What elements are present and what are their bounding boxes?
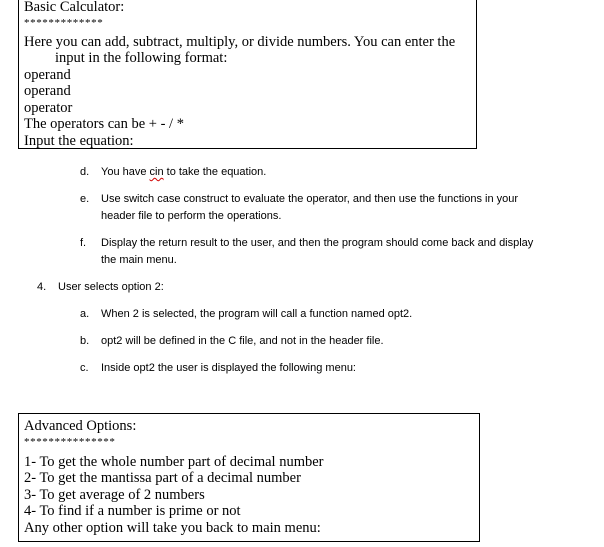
step-d-pre: You have — [101, 166, 150, 178]
intro-paragraph — [24, 34, 471, 67]
step-e-marker: e. — [80, 193, 90, 205]
step-f-line-1: Display the return result to the user, and then the program should come back and display — [101, 237, 534, 249]
advanced-option-3: 3- To get average of 2 numbers — [24, 486, 205, 503]
input-prompt: Input the equation: — [24, 132, 134, 149]
step-b-marker: b. — [80, 335, 90, 347]
advanced-option-4: 4- To find if a number is prime or not — [24, 503, 241, 519]
intro-line-1: Here you can add, subtract, multiply, or divide numbers. You can enter the — [24, 33, 456, 50]
step-f-line-2: the main menu. — [101, 254, 177, 266]
basic-calculator-title: Basic Calculator: — [24, 0, 125, 15]
advanced-option-other: Any other option will take you back to main menu: — [24, 519, 321, 536]
step-c-marker: c. — [80, 362, 89, 374]
step-d-marker: d. — [80, 166, 90, 178]
title-underline-stars: ************* — [24, 16, 104, 29]
step-a-marker: a. — [80, 308, 90, 320]
step-b-text: opt2 will be defined in the C file, and not in the header file. — [101, 335, 384, 347]
format-operand-2: operand — [24, 83, 71, 99]
step-e-line-2: header file to perform the operations. — [101, 210, 282, 222]
advanced-option-1: 1- To get the whole number part of decimal number — [24, 453, 324, 470]
format-operator: operator — [24, 99, 73, 116]
format-operand-1: operand — [24, 66, 71, 83]
basic-calculator-box — [18, 0, 477, 149]
step-a-text: When 2 is selected, the program will call a function named opt2. — [101, 308, 413, 320]
advanced-options-title: Advanced Options: — [24, 418, 137, 434]
spellcheck-word-cin: cin — [149, 166, 164, 178]
step-e-line-1: Use switch case construct to evaluate the operator, and then use the functions in your — [101, 193, 519, 205]
step-f-marker: f. — [80, 237, 87, 249]
step-4-marker: 4. — [37, 281, 47, 293]
operators-line: The operators can be + - / * — [24, 116, 184, 132]
advanced-option-2: 2- To get the mantissa part of a decimal number — [24, 470, 301, 486]
step-4-text: User selects option 2: — [58, 281, 164, 293]
step-c-text: Inside opt2 the user is displayed the following menu: — [101, 362, 356, 374]
title-underline-stars-2: *************** — [24, 435, 116, 448]
intro-line-2: input in the following format: — [55, 50, 228, 66]
step-d-post: to take the equation. — [163, 166, 267, 178]
step-d-text — [101, 164, 266, 181]
advanced-options-box — [18, 413, 480, 542]
